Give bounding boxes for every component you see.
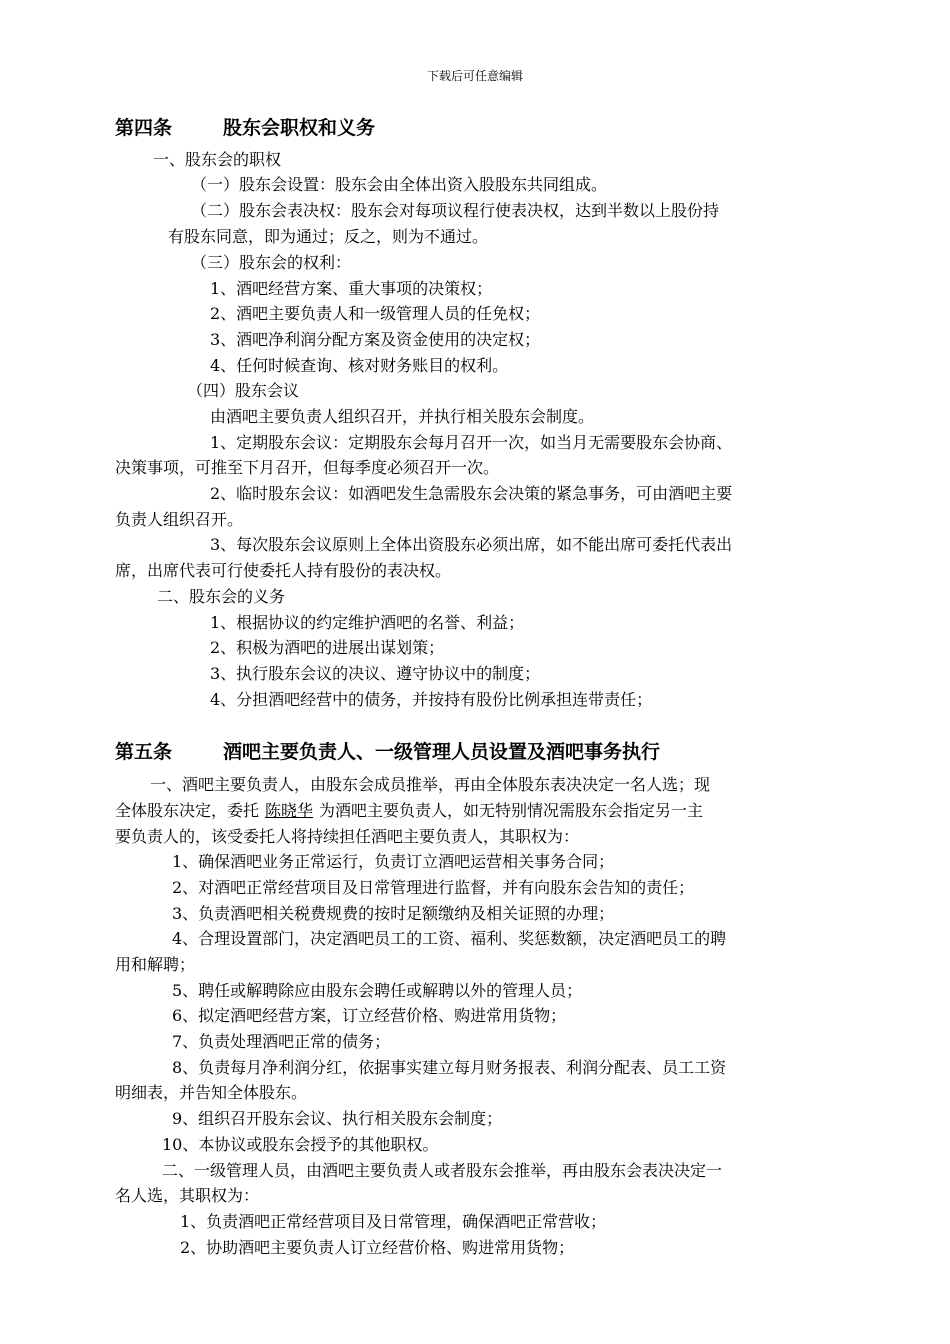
a5-appointment-line [115, 800, 840, 822]
a5-line: 3、负责酒吧相关税费规费的按时足额缴纳及相关证照的办理； [172, 904, 615, 923]
a4-line: 负责人组织召开。 [115, 510, 244, 529]
a4-line: 由酒吧主要负责人组织召开，并执行相关股东会制度。 [210, 407, 595, 426]
a5-line: 2、对酒吧正常经营项目及日常管理进行监督，并有向股东会告知的责任； [172, 878, 695, 897]
a5-line: 1、确保酒吧业务正常运行，负责订立酒吧运营相关事务合同； [172, 852, 615, 871]
a5-line: 8、负责每月净利润分红，依据事实建立每月财务报表、利润分配表、员工工资 [172, 1058, 727, 1077]
a4-line: 1、酒吧经营方案、重大事项的决策权； [210, 279, 493, 298]
a5-line: 9、组织召开股东会议、执行相关股东会制度； [172, 1109, 503, 1128]
a4-line: 3、每次股东会议原则上全体出资股东必须出席，如不能出席可委托代表出 [210, 535, 733, 554]
a5-line: 4、合理设置部门，决定酒吧员工的工资、福利、奖惩数额，决定酒吧员工的聘 [172, 929, 727, 948]
a4-line: 3、酒吧净利润分配方案及资金使用的决定权； [210, 330, 541, 349]
a4-line: （二）股东会表决权：股东会对每项议程行使表决权，达到半数以上股份持 [191, 201, 720, 220]
a5-line: 7、负责处理酒吧正常的债务； [172, 1032, 391, 1051]
a5-line: 2、协助酒吧主要负责人订立经营价格、购进常用货物； [180, 1238, 575, 1257]
a5-line: 1、负责酒吧正常经营项目及日常管理，确保酒吧正常营收； [180, 1212, 607, 1231]
a4-line: 4、任何时候查询、核对财务账目的权利。 [210, 356, 509, 375]
page-header: 下载后可任意编辑 [426, 69, 523, 83]
a4-line: 有股东同意，即为通过；反之，则为不通过。 [168, 227, 489, 246]
a5-line: 一、酒吧主要负责人，由股东会成员推举，再由全体股东表决决定一名人选；现 [150, 775, 711, 794]
a5-line2-before: 全体股东决定，委托 [115, 801, 260, 820]
a4-line: （四）股东会议 [187, 381, 300, 400]
article-5-number: 第五条 [115, 741, 173, 763]
a4-line: 二、股东会的义务 [157, 587, 286, 606]
a4-line: 3、执行股东会议的决议、遵守协议中的制度； [210, 664, 541, 683]
article-4-heading [115, 113, 375, 140]
article-5-title: 酒吧主要负责人、一级管理人员设置及酒吧事务执行 [223, 741, 661, 763]
a4-line: 2、临时股东会议：如酒吧发生急需股东会决策的紧急事务，可由酒吧主要 [210, 484, 733, 503]
a5-line: 名人选，其职权为： [115, 1186, 260, 1205]
appointee-name: 陈晓华 [265, 801, 314, 820]
article-4-title: 股东会职权和义务 [223, 117, 376, 139]
a5-line: 10、本协议或股东会授予的其他职权。 [162, 1135, 439, 1154]
a4-line: （三）股东会的权利： [191, 253, 352, 272]
a4-line: 1、定期股东会议：定期股东会每月召开一次，如当月无需要股东会协商、 [210, 433, 733, 452]
a5-line: 用和解聘； [115, 955, 196, 974]
a4-line: 一、股东会的职权 [153, 150, 282, 169]
a4-line: 2、酒吧主要负责人和一级管理人员的任免权； [210, 304, 541, 323]
a5-line: 明细表，并告知全体股东。 [115, 1083, 308, 1102]
a4-line: 席，出席代表可行使委托人持有股份的表决权。 [115, 561, 452, 580]
a4-line: 2、积极为酒吧的进展出谋划策； [210, 638, 445, 657]
a4-line: 决策事项，可推至下月召开，但每季度必须召开一次。 [115, 458, 500, 477]
a5-line: 二、一级管理人员，由酒吧主要负责人或者股东会推举，再由股东会表决决定一 [162, 1161, 723, 1180]
a5-line: 要负责人的，该受委托人将持续担任酒吧主要负责人，其职权为： [115, 827, 580, 846]
a5-line: 5、聘任或解聘除应由股东会聘任或解聘以外的管理人员； [172, 981, 583, 1000]
article-4-number: 第四条 [115, 117, 173, 139]
a4-line: （一）股东会设置：股东会由全体出资入股股东共同组成。 [191, 175, 608, 194]
a5-line: 6、拟定酒吧经营方案，订立经营价格、购进常用货物； [172, 1006, 567, 1025]
a4-line: 1、根据协议的约定维护酒吧的名誉、利益； [210, 613, 525, 632]
a5-line2-after: 为酒吧主要负责人，如无特别情况需股东会指定另一主 [319, 801, 704, 820]
article-5-heading [115, 737, 660, 764]
a4-line: 4、分担酒吧经营中的债务，并按持有股份比例承担连带责任； [210, 690, 653, 709]
